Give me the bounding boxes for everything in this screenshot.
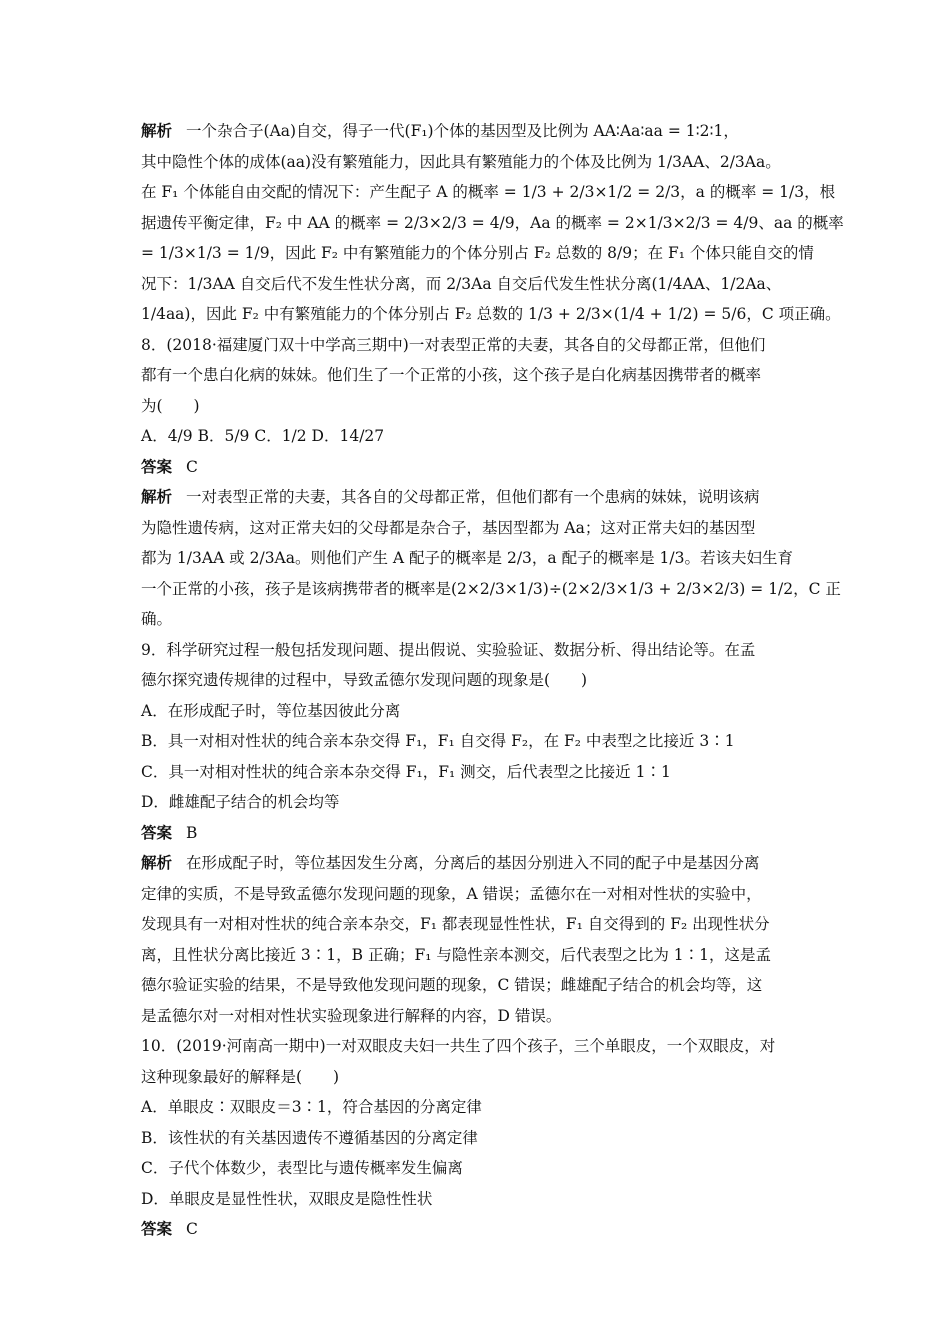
q9-analysis-line-1: 在形成配子时，等位基因发生分离，分离后的基因分别进入不同的配子中是基因分离 (186, 854, 760, 872)
q7-analysis-line-4: 据遗传平衡定律，F₂ 中 AA 的概率 = 2/3×2/3 = 4/9，Aa 的概率 = 2×1/3×2/3 = 4/9、aa 的概率 (141, 213, 844, 232)
q9-option-b: B．具一对相对性状的纯合亲本杂交得 F₁，F₁ 自交得 F₂，在 F₂ 中表型之比接近 3∶1 (141, 732, 735, 750)
q10-stem-line-2: 这种现象最好的解释是( ) (141, 1067, 340, 1086)
question-8 (141, 330, 841, 635)
q10-option-a: A．单眼皮∶双眼皮＝3∶1，符合基因的分离定律 (141, 1098, 482, 1116)
q10-option-c: C．子代个体数少，表型比与遗传概率发生偏离 (141, 1159, 463, 1177)
q7-analysis-line-3: 在 F₁ 个体能自由交配的情况下：产生配子 A 的概率 = 1/3 + 2/3×1/2 = 2/3，a 的概率 = 1/3，根 (141, 183, 836, 201)
q9-stem-line-1: 9．科学研究过程一般包括发现问题、提出假说、实验验证、数据分析、得出结论等。在孟 (141, 640, 756, 659)
q10-answer-value: C (186, 1220, 198, 1238)
q9-analysis-line-6: 是孟德尔对一对相对性状实验现象进行解释的内容，D 错误。 (141, 1006, 562, 1025)
q8-analysis-line-4: 一个正常的小孩，孩子是该病携带者的概率是(2×2/3×1/3)÷(2×2/3×1/3 + 2/3×2/3) = 1/2，C 正 (141, 579, 841, 598)
q8-analysis-line-1: 一对表型正常的夫妻，其各自的父母都正常，但他们都有一个患病的妹妹，说明该病 (186, 488, 760, 506)
page-content (141, 116, 844, 1245)
q7-analysis-line-1: 一个杂合子(Aa)自交，得子一代(F₁)个体的基因型及比例为 AA∶Aa∶aa = 1∶2∶1， (186, 122, 739, 140)
analysis-label: 解析 (141, 488, 173, 506)
q8-answer (141, 452, 811, 483)
q8-stem-line-2: 都有一个患白化病的妹妹。他们生了一个正常的小孩，这个孩子是白化病基因携带者的概率 (141, 366, 762, 384)
analysis-label: 解析 (141, 122, 173, 140)
q8-options: A．4/9 B．5/9 C．1/2 D．14/27 (141, 427, 385, 445)
q7-analysis-line-5: = 1/3×1/3 = 1/9，因此 F₂ 中有繁殖能力的个体分别占 F₂ 总数的 8/9；在 F₁ 个体只能自交的情 (141, 244, 814, 262)
q9-option-c: C．具一对相对性状的纯合亲本杂交得 F₁，F₁ 测交，后代表型之比接近 1∶1 (141, 762, 671, 781)
q7-analysis (141, 116, 844, 330)
answer-label: 答案 (141, 457, 173, 476)
q9-stem-line-2: 德尔探究遗传规律的过程中，导致孟德尔发现问题的现象是( ) (141, 671, 588, 689)
q9-option-a: A．在形成配子时，等位基因彼此分离 (141, 701, 401, 720)
q9-answer (141, 818, 811, 849)
q9-analysis-line-2: 定律的实质，不是导致孟德尔发现问题的现象，A 错误；孟德尔在一对相对性状的实验中， (141, 884, 762, 903)
q9-option-d: D．雌雄配子结合的机会均等 (141, 793, 340, 811)
q10-option-d: D．单眼皮是显性性状，双眼皮是隐性性状 (141, 1189, 433, 1208)
q8-stem-line-3: 为( ) (141, 396, 200, 415)
q10-stem-line-1: 10．(2019·河南高一期中)一对双眼皮夫妇一共生了四个孩子，三个单眼皮，一个双眼皮，对 (141, 1037, 776, 1055)
question-10 (141, 1031, 811, 1245)
answer-label: 答案 (141, 823, 173, 842)
q9-analysis-line-3: 发现具有一对相对性状的纯合亲本杂交，F₁ 都表现显性性状，F₁ 自交得到的 F₂ 出现性状分 (141, 915, 770, 933)
q8-analysis-line-3: 都为 1/3AA 或 2/3Aa。则他们产生 A 配子的概率是 2/3，a 配子的概率是 1/3。若该夫妇生育 (141, 549, 793, 567)
q10-option-b: B．该性状的有关基因遗传不遵循基因的分离定律 (141, 1128, 478, 1147)
q7-analysis-line-7: 1/4aa)，因此 F₂ 中有繁殖能力的个体分别占 F₂ 总数的 1/3 + 2/3×(1/4 + 1/2) = 5/6，C 项正确。 (141, 305, 841, 323)
q8-analysis-line-5: 确。 (141, 610, 173, 628)
q9-answer-value: B (186, 823, 198, 842)
q8-analysis-line-2: 为隐性遗传病，这对正常夫妇的父母都是杂合子，基因型都为 Aa；这对正常夫妇的基因型 (141, 518, 756, 537)
q7-analysis-line-2: 其中隐性个体的成体(aa)没有繁殖能力，因此具有繁殖能力的个体及比例为 1/3AA、2/3Aa。 (141, 152, 781, 171)
q9-analysis-line-5: 德尔验证实验的结果，不是导致他发现问题的现象，C 错误；雌雄配子结合的机会均等，这 (141, 976, 763, 994)
answer-label: 答案 (141, 1220, 173, 1238)
q10-answer (141, 1214, 811, 1245)
question-9 (141, 635, 811, 1032)
q8-answer-value: C (186, 457, 198, 476)
q7-analysis-line-6: 况下：1/3AA 自交后代不发生性状分离，而 2/3Aa 自交后代发生性状分离(1/4AA、1/2Aa、 (141, 274, 782, 293)
q8-stem-line-1: 8．(2018·福建厦门双十中学高三期中)一对表型正常的夫妻，其各自的父母都正常，但他们 (141, 335, 766, 354)
analysis-label: 解析 (141, 854, 173, 872)
q9-analysis-line-4: 离，且性状分离比接近 3∶1，B 正确；F₁ 与隐性亲本测交，后代表型之比为 1∶1，这是孟 (141, 945, 772, 964)
